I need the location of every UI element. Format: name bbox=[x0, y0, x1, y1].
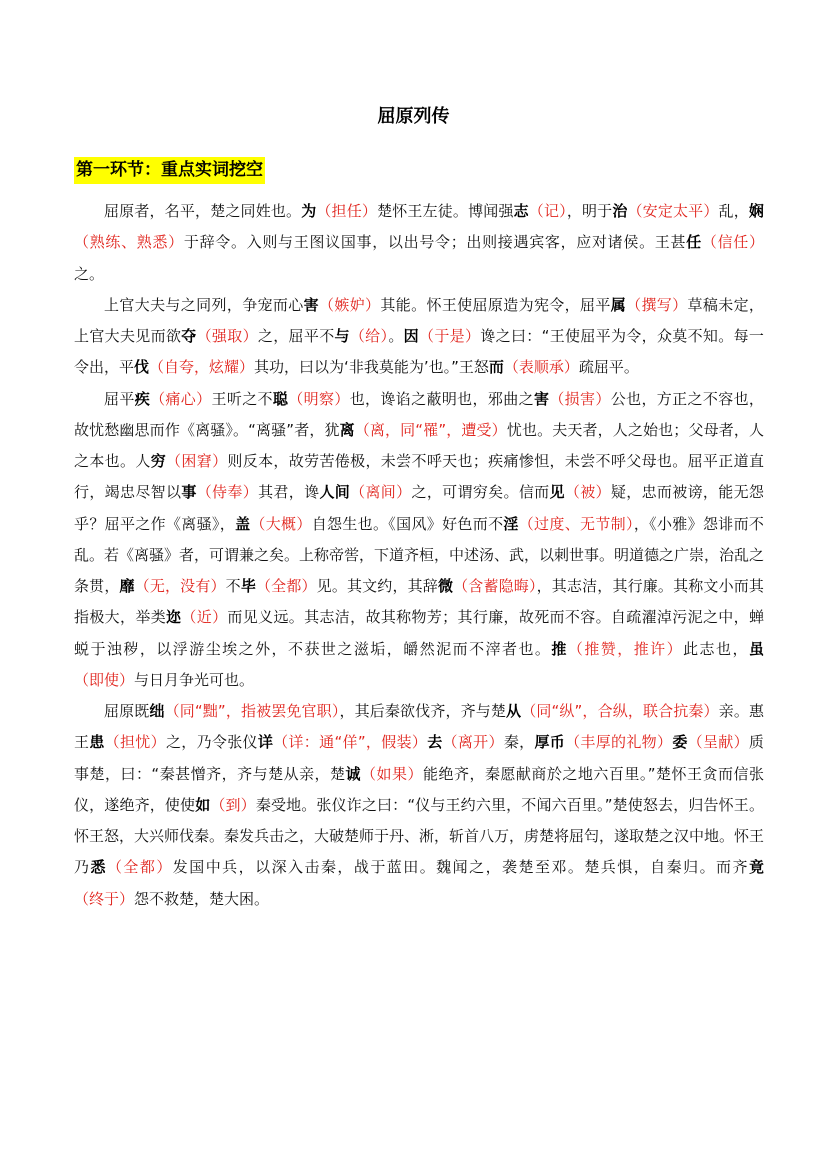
document-title: 屈原列传 bbox=[377, 106, 450, 127]
annotation: （撰写） bbox=[626, 295, 688, 314]
keyword: 去 bbox=[427, 733, 443, 752]
annotation: （同“纵”，合纵，联合抗秦） bbox=[521, 702, 719, 720]
annotation: （困窘） bbox=[166, 452, 228, 470]
annotation: （详：通“佯”，假装） bbox=[273, 733, 428, 752]
text-run: 则反本，故劳苦倦极，未尝不呼天也；疾痛惨怛，未尝不呼父母也。屈平正道直行，竭忠尽智以 bbox=[74, 452, 764, 502]
text-run: 之，乃令张仪 bbox=[165, 733, 258, 752]
paragraph bbox=[74, 196, 764, 290]
keyword: 治 bbox=[612, 202, 628, 220]
keyword: 疾 bbox=[134, 389, 151, 408]
keyword: 患 bbox=[89, 733, 105, 752]
annotation: （过度、无节制） bbox=[518, 514, 634, 533]
keyword: 聪 bbox=[272, 389, 289, 408]
annotation: （无，没有） bbox=[134, 577, 226, 595]
paragraph bbox=[74, 384, 764, 697]
keyword: 夺 bbox=[181, 327, 197, 345]
annotation: （含蓄隐晦） bbox=[453, 577, 537, 595]
annotation: （给） bbox=[349, 327, 389, 345]
text-run: 而见义远。其志洁，故其称物芳；其行廉，故死而不容。自疏濯淖污泥之中，蝉蜕于浊秽，以浮游尘埃之外，不获世之滋垢，皭然泥而不滓者也。 bbox=[74, 608, 764, 658]
text-run: 秦受地。张仪诈之曰：“仪与王约六里，不闻六百里。”楚使怒去，归告怀王。怀王怒，大兴师伐秦。秦发兵击之，大破楚师于丹、淅，斩首八万，虏楚将屈匄，遂取楚之汉中地。怀王乃 bbox=[74, 795, 765, 877]
annotation: （离开） bbox=[442, 733, 504, 752]
annotation: （终于） bbox=[74, 889, 135, 908]
text-run: 其功，曰以为‘非我莫能为’也。”王怒 bbox=[254, 358, 489, 377]
text-run: 忧也。夫天者，人之始也；父母者，人之本也。人 bbox=[74, 420, 764, 470]
annotation: （信任） bbox=[701, 233, 764, 252]
keyword: 微 bbox=[437, 577, 454, 595]
keyword: 虽 bbox=[748, 639, 764, 658]
text-run: 能绝齐，秦愿献商於之地六百里。”楚怀王贪而信张仪，遂绝齐，使使 bbox=[74, 764, 764, 814]
text-run: 疏屈平。 bbox=[578, 358, 639, 377]
text-run: 其君，谗 bbox=[258, 483, 320, 502]
annotation: （到） bbox=[210, 795, 256, 814]
keyword: 从 bbox=[506, 702, 522, 720]
annotation: （大概） bbox=[250, 514, 312, 533]
text-run: 。 bbox=[388, 327, 404, 345]
text-run: 屈原既 bbox=[104, 702, 150, 720]
annotation: （离间） bbox=[350, 483, 412, 502]
keyword: 人间 bbox=[319, 483, 351, 502]
annotation: （于是） bbox=[419, 327, 481, 345]
annotation: （同“黜”，指被罢免官职） bbox=[164, 702, 340, 720]
text-run: 之，屈平不 bbox=[257, 327, 335, 345]
text-run: 王听之不 bbox=[211, 389, 273, 408]
text-run: ，其后秦欲伐齐，齐与楚 bbox=[339, 702, 507, 720]
keyword: 娴 bbox=[748, 202, 764, 220]
annotation: （明察） bbox=[288, 389, 350, 408]
section-heading: 第一环节：重点实词挖空 bbox=[74, 157, 265, 184]
text-run: 也，谗谄之蔽明也，邪曲之 bbox=[349, 389, 534, 408]
keyword: 害 bbox=[303, 295, 319, 314]
annotation: （担任） bbox=[316, 202, 378, 220]
annotation: （强取） bbox=[196, 327, 258, 345]
keyword: 悉 bbox=[90, 858, 107, 877]
text-run: 质事楚，曰：“秦甚憎齐，齐与楚从亲，楚 bbox=[74, 733, 764, 783]
text-run: 其能。怀王使屈原造为宪令，屈平 bbox=[380, 295, 611, 314]
annotation: （呈献） bbox=[687, 733, 749, 752]
text-run: 秦， bbox=[503, 733, 535, 752]
text-run: 屈原者，名平，楚之同姓也。 bbox=[104, 202, 302, 220]
paragraph bbox=[74, 696, 764, 915]
keyword: 详 bbox=[257, 733, 274, 752]
keyword: 毕 bbox=[240, 577, 256, 595]
keyword: 为 bbox=[301, 202, 317, 220]
annotation: （痛心） bbox=[150, 389, 212, 408]
text-run: 乱， bbox=[718, 202, 749, 220]
annotation: （即使） bbox=[74, 670, 135, 689]
keyword: 事 bbox=[181, 483, 197, 502]
annotation: （记） bbox=[528, 202, 567, 220]
text-run: ，其志洁，其行廉。其称文小而其指极大，举类 bbox=[74, 577, 764, 627]
annotation: （全都） bbox=[256, 577, 317, 595]
text-run: 自怨生也。《国风》好色而不 bbox=[311, 514, 504, 533]
annotation: （自夸，炫耀） bbox=[149, 358, 255, 377]
text-run: 与日月争光可也。 bbox=[134, 670, 255, 689]
text-run: 公也，方正之不容也，故忧愁幽思而作《离骚》。“离骚”者，犹 bbox=[74, 389, 764, 439]
text-run: 楚怀王左徒。博闻强 bbox=[377, 202, 514, 220]
keyword: 盖 bbox=[235, 514, 251, 533]
keyword: 任 bbox=[686, 233, 702, 252]
annotation: （被） bbox=[564, 483, 611, 502]
annotation: （如果） bbox=[361, 764, 423, 783]
annotation: （侍奉） bbox=[196, 483, 259, 502]
keyword: 与 bbox=[334, 327, 350, 345]
keyword: 厚币 bbox=[534, 733, 566, 752]
annotation: （熟练、熟悉） bbox=[74, 233, 184, 252]
text-run: 之。 bbox=[74, 264, 105, 283]
keyword: 害 bbox=[533, 389, 550, 408]
text-run: 草稿未定，上官大夫见而欲 bbox=[74, 295, 764, 345]
text-run: ，《小雅》怨诽而不乱。若《离骚》者，可谓兼之矣。上称帝喾，下道齐桓，中述汤、武，以刺世事。明道德之广崇，治乱之条贯， bbox=[74, 514, 765, 595]
keyword: 竟 bbox=[748, 858, 764, 877]
keyword: 诚 bbox=[345, 764, 362, 783]
keyword: 推 bbox=[551, 639, 568, 658]
text-run: 屈平 bbox=[104, 389, 135, 408]
text-body bbox=[74, 196, 764, 915]
text-run: 谗之曰：“王使屈平为令，众莫不知。每一令出，平 bbox=[74, 327, 764, 377]
text-run: 不 bbox=[225, 577, 241, 595]
text-run: 疑，忠而被谤，能无怨乎？屈平之作《离骚》， bbox=[74, 483, 764, 533]
keyword: 迩 bbox=[166, 608, 182, 627]
keyword: 委 bbox=[672, 733, 688, 752]
text-run: 怨不救楚，楚大困。 bbox=[134, 889, 270, 908]
keyword: 见 bbox=[549, 483, 565, 502]
keyword: 因 bbox=[403, 327, 419, 345]
keyword: 淫 bbox=[503, 514, 519, 533]
keyword: 伐 bbox=[134, 358, 150, 377]
annotation: （安定太平） bbox=[627, 202, 719, 220]
annotation: （担忧） bbox=[104, 733, 166, 752]
annotation: （离，同“罹”，遭受） bbox=[354, 420, 507, 439]
keyword: 绌 bbox=[149, 702, 165, 720]
paragraph bbox=[74, 290, 764, 384]
keyword: 而 bbox=[488, 358, 504, 377]
keyword: 志 bbox=[513, 202, 529, 220]
keyword: 靡 bbox=[119, 577, 135, 595]
text-run: 于辞令。入则与王图议国事，以出号令；出则接遇宾客，应对诸侯。王甚 bbox=[183, 233, 687, 252]
annotation: （丰厚的礼物） bbox=[565, 733, 673, 752]
annotation: （表顺承） bbox=[503, 358, 579, 377]
text-run: 上官大夫与之同列，争宠而心 bbox=[104, 295, 304, 314]
annotation: （推赞，推许） bbox=[567, 639, 684, 658]
text-run: 发国中兵，以深入击秦，战于蓝田。魏闻之，袭楚至邓。楚兵惧，自秦归。而齐 bbox=[172, 858, 749, 877]
text-run: 亲。惠王 bbox=[74, 702, 764, 752]
text-run: 见。其文约，其辞 bbox=[316, 577, 438, 595]
keyword: 离 bbox=[339, 420, 355, 439]
keyword: 如 bbox=[195, 795, 211, 814]
annotation: （近） bbox=[181, 608, 228, 627]
annotation: （全都） bbox=[106, 858, 173, 877]
annotation: （嫉妒） bbox=[318, 295, 381, 314]
annotation: （损害） bbox=[549, 389, 611, 408]
text-run: ，明于 bbox=[566, 202, 613, 220]
text-run: 之，可谓穷矣。信而 bbox=[411, 483, 550, 502]
text-run: 此志也， bbox=[683, 639, 749, 658]
keyword: 属 bbox=[610, 295, 627, 314]
keyword: 穷 bbox=[150, 452, 167, 470]
